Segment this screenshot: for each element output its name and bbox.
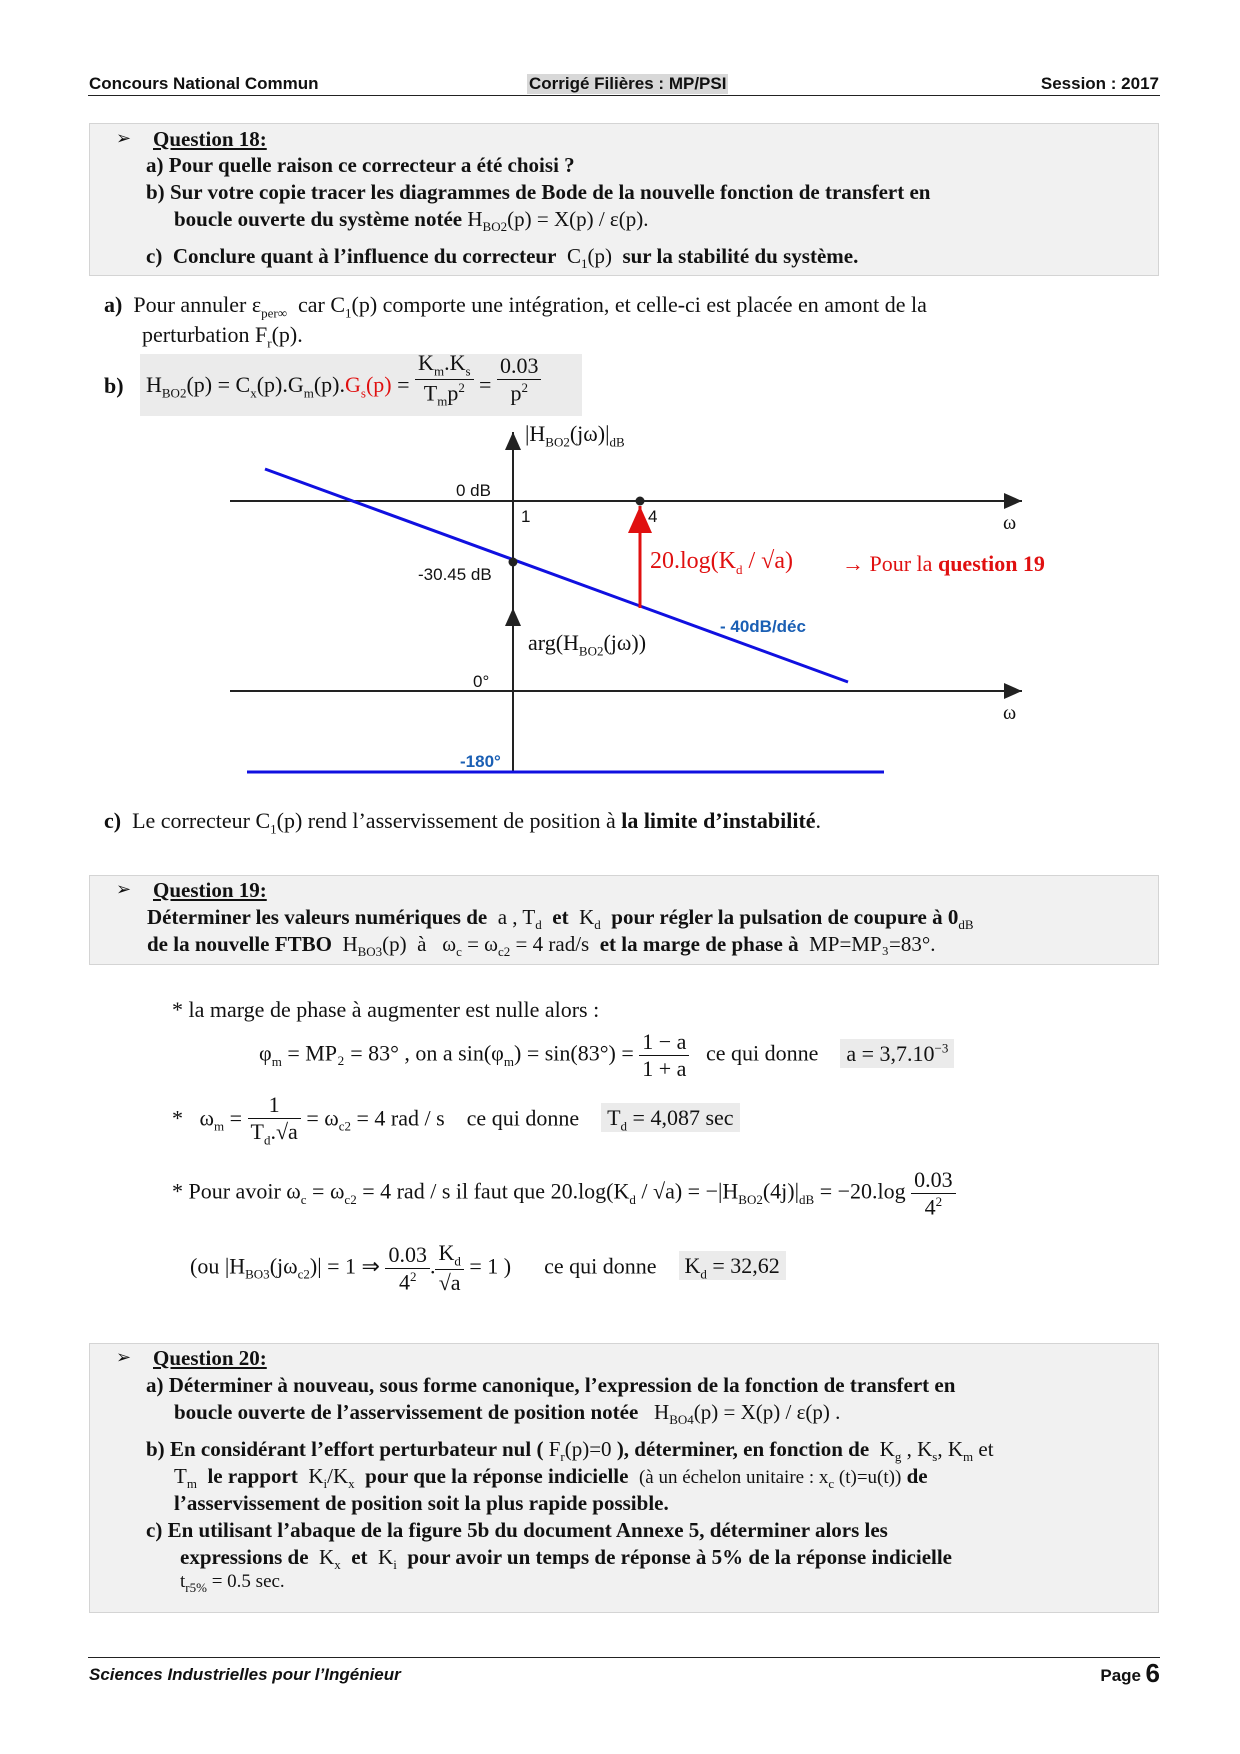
footer-page-label: Page xyxy=(1100,1666,1141,1685)
header-center: Corrigé Filières : MP/PSI xyxy=(529,74,727,93)
question-18-title: Question 18: xyxy=(153,127,267,151)
question-19-title: Question 19: xyxy=(153,878,267,902)
ans19-ou-eq: (ou $|H_{BO3}(j\omega_{c2})| = 1$ ⇒ $\frac{0.03}{4^2}$ . $\frac{K_d}{√a}$ = 1 ) ce qui donne $K_d = 32,62$ xyxy=(190,1240,786,1296)
arrow-bullet-icon: ➢ xyxy=(116,879,132,899)
ans18-a-cont: perturbation $F_r(p)$. xyxy=(142,322,303,351)
bode-diagram xyxy=(0,420,1240,790)
q20-c-cont2: $t_{r5\%} = 0.5$ sec. xyxy=(180,1571,285,1595)
arrow-bullet-icon: ➢ xyxy=(116,1347,132,1367)
zero-db-label: 0 dB xyxy=(456,481,491,500)
header-rule xyxy=(88,95,1160,96)
point-omega4 xyxy=(636,497,645,506)
q18-a: a) Pour quelle raison ce correcteur a été choisi ? xyxy=(146,153,575,177)
tick-1-label: 1 xyxy=(521,507,531,526)
db-value-label: -30.45 dB xyxy=(418,565,492,584)
slope-label: - 40dB/déc xyxy=(720,617,806,636)
kd-gain-expression: $20.\log(K_d / √a)$ xyxy=(650,548,793,577)
header-right: Session : 2017 xyxy=(1040,74,1159,93)
footer-rule xyxy=(88,1657,1160,1658)
ans19-phase-eq: $\varphi_m = MP_2 = 83^\circ$ , on a $\sin(\varphi_m) = \sin(83^\circ)$ = $\frac{1 - a}{1 + a}$ ce qui donne $a = 3,7.10^{-3}$ xyxy=(259,1029,954,1082)
q20-b-cont2: l’asservissement de position soit la plus rapide possible. xyxy=(174,1491,669,1515)
question-19-box xyxy=(89,875,1159,965)
zero-deg-label: 0° xyxy=(473,672,490,691)
bode-phase-label: $arg(H_{BO2}(j\omega))$ xyxy=(528,630,647,659)
q18-b: b) Sur votre copie tracer les diagrammes de Bode de la nouvelle fonction de transfert en xyxy=(146,180,931,204)
q19-line2: de la nouvelle FTBO $H_{BO3}(p)$ à $\omega_c = \omega_{c2} = 4$ rad/s et la marge de phase à MP=MP₃=83°. xyxy=(147,932,936,960)
q20-c: c) En utilisant l’abaque de la figure 5b du document Annexe 5, déterminer alors les xyxy=(146,1518,888,1542)
omega-label-mag: ω xyxy=(1003,512,1017,534)
hbo2-equation: $H_{BO2}(p) = C_x(p).G_m(p).G_s(p)$ = $\frac{K_m.K_s}{T_mp^2}$ = $\frac{0.03}{p^2}$ xyxy=(140,354,582,416)
q18-c: c) Conclure quant à l’influence du correcteur $C_1(p)$ sur la stabilité du système. xyxy=(146,244,859,272)
footer-page-number: 6 xyxy=(1145,1658,1160,1688)
q19-note: → Pour la question 19 xyxy=(842,551,1045,576)
tick-4-label: 4 xyxy=(648,507,658,526)
ans19-s1: * la marge de phase à augmenter est nulle alors : xyxy=(172,997,600,1022)
q20-b-cont: $T_m$ le rapport $K_i/K_x$ pour que la réponse indicielle (à un échelon unitaire : $x_c$ (t)=u(t)) de xyxy=(174,1464,928,1492)
point-omega1 xyxy=(509,558,518,567)
ans18-a: a) Pour annuler $\varepsilon_{per\infty}$ car $C_1(p)$ comporte une intégration, et celle-ci est placée en amont de la xyxy=(104,292,927,321)
bode-mag-label: $|H_{BO2}(j\omega)|_{dB}$ xyxy=(525,421,625,450)
ans18-c: c) Le correcteur $C_1(p)$ rend l’asservissement de position à la limite d’instabilité. xyxy=(104,808,822,837)
minus-180-label: -180° xyxy=(460,752,501,771)
ans19-kd-eq: * Pour avoir $\omega_c = \omega_{c2} = 4$ rad / s il faut que $20.\log(K_d / √a) = -|H_{BO2}(4j)|_{dB} = -20.\log$ $\frac{0.03}{4^2}$ xyxy=(172,1167,956,1220)
header-left: Concours National Commun xyxy=(89,74,319,93)
q20-b: b) En considérant l’effort perturbateur nul ( $F_r(p)=0$ ), déterminer, en fonction de $K_g$ , $K_s$, $K_m$ et xyxy=(146,1437,994,1465)
ans19-wm-eq: * $\omega_m$ = $\frac{1}{T_d.√a}$ = $\omega_{c2} = 4$ rad / s ce qui donne $T_d = 4,087$ sec xyxy=(172,1092,740,1148)
q20-c-cont: expressions de $K_x$ et $K_i$ pour avoir un temps de réponse à 5% de la réponse indicielle xyxy=(180,1545,953,1573)
question-20-box xyxy=(89,1343,1159,1613)
q20-a-cont: boucle ouverte de l’asservissement de position notée $H_{BO4}(p) = X(p) / \varepsilon(p)$ . xyxy=(174,1400,841,1428)
q18-b-cont: boucle ouverte du système notée $H_{BO2}(p) = X(p) / \varepsilon(p)$. xyxy=(174,207,649,235)
omega-label-phase: ω xyxy=(1003,702,1017,724)
question-18-box xyxy=(89,123,1159,276)
q19-line1: Déterminer les valeurs numériques de a , $T_d$ et $K_d$ pour régler la pulsation de coupure à $0_{dB}$ xyxy=(147,905,974,933)
arrow-bullet-icon: ➢ xyxy=(116,128,132,148)
question-20-title: Question 20: xyxy=(153,1346,267,1370)
footer-left: Sciences Industrielles pour l’Ingénieur xyxy=(89,1665,401,1684)
ans18-b-label: b) xyxy=(104,373,124,398)
q20-a: a) Déterminer à nouveau, sous forme canonique, l’expression de la fonction de transfert en xyxy=(146,1373,956,1397)
